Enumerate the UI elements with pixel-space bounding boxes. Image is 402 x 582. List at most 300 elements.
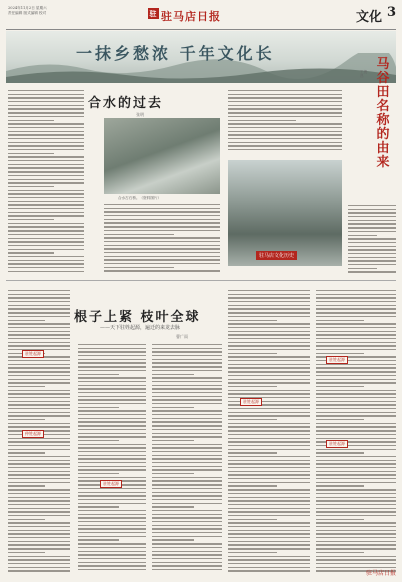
text-line: [316, 312, 396, 313]
text-line: [316, 426, 396, 427]
text-line: [8, 182, 84, 183]
text-line: [78, 355, 146, 356]
text-line: [348, 231, 396, 232]
text-line: [152, 421, 222, 422]
text-line: [152, 385, 222, 386]
text-line: [316, 408, 396, 409]
text-line: [78, 506, 119, 507]
text-line: [316, 331, 396, 332]
article-1-author: 张明: [136, 112, 144, 117]
text-line: [228, 552, 277, 553]
text-line: [8, 301, 70, 302]
text-line: [8, 241, 84, 242]
text-line: [152, 551, 222, 552]
text-line: [228, 537, 310, 538]
text-line: [228, 301, 310, 302]
text-line: [152, 447, 222, 448]
text-line: [228, 452, 277, 453]
text-line: [152, 414, 222, 415]
text-line: [8, 175, 84, 176]
text-line: [316, 401, 396, 402]
text-line: [316, 308, 396, 309]
text-line: [78, 517, 146, 518]
text-line: [152, 355, 222, 356]
text-line: [8, 308, 70, 309]
text-line: [316, 430, 396, 431]
text-line: [152, 440, 194, 441]
text-line: [8, 260, 84, 261]
text-line: [152, 521, 222, 522]
text-line: [8, 390, 70, 391]
text-line: [8, 215, 84, 216]
text-line: [228, 482, 310, 483]
text-line: [316, 423, 396, 424]
text-line: [8, 271, 84, 272]
text-line: [152, 499, 222, 500]
text-line: [78, 499, 146, 500]
text-line: [348, 242, 396, 243]
text-line: [316, 533, 396, 534]
article-1-title: 合水的过去: [88, 96, 164, 111]
text-line: [8, 179, 84, 180]
text-line: [8, 238, 84, 239]
text-line: [228, 123, 342, 124]
text-line: [152, 536, 222, 537]
text-line: [228, 290, 310, 291]
article-3-col-3: [152, 344, 222, 573]
text-line: [228, 375, 310, 376]
text-line: [228, 393, 310, 394]
text-line: [348, 268, 377, 269]
text-line: [8, 226, 84, 227]
text-line: [348, 271, 396, 272]
text-line: [228, 131, 342, 132]
text-line: [78, 421, 146, 422]
text-line: [228, 305, 310, 306]
text-line: [78, 410, 146, 411]
text-line: [152, 403, 222, 404]
text-line: [8, 478, 70, 479]
text-line: [78, 473, 119, 474]
text-line: [8, 167, 84, 168]
text-line: [8, 331, 70, 332]
text-line: [228, 320, 277, 321]
text-line: [228, 449, 310, 450]
text-line: [8, 375, 70, 376]
text-line: [8, 426, 70, 427]
text-line: [316, 419, 364, 420]
text-line: [228, 456, 310, 457]
text-line: [8, 116, 84, 117]
text-line: [316, 323, 396, 324]
text-line: [316, 541, 396, 542]
text-line: [8, 563, 70, 564]
text-line: [78, 469, 146, 470]
text-line: [152, 532, 222, 533]
text-line: [8, 164, 84, 165]
text-line: [8, 156, 84, 157]
text-line: [228, 563, 310, 564]
text-line: [228, 519, 277, 520]
text-line: [228, 559, 310, 560]
text-line: [152, 444, 222, 445]
text-line: [348, 257, 396, 258]
text-line: [228, 567, 310, 568]
text-line: [8, 186, 54, 187]
text-line: [78, 521, 146, 522]
text-line: [152, 547, 222, 548]
text-line: [316, 371, 396, 372]
text-line: [228, 467, 310, 468]
text-line: [8, 515, 70, 516]
text-line: [228, 356, 310, 357]
text-line: [78, 514, 146, 515]
text-line: [8, 208, 84, 209]
text-line: [228, 90, 342, 91]
text-line: [78, 503, 146, 504]
text-line: [78, 532, 146, 533]
text-line: [228, 379, 310, 380]
text-line: [104, 259, 220, 260]
text-line: [316, 415, 396, 416]
feature-banner: [6, 31, 396, 83]
text-line: [8, 463, 70, 464]
page-header: [0, 0, 402, 30]
text-line: [104, 256, 220, 257]
text-line: [8, 504, 70, 505]
text-line: [104, 219, 220, 220]
text-line: [348, 212, 396, 213]
text-line: [152, 396, 222, 397]
text-line: [152, 466, 222, 467]
text-line: [152, 503, 222, 504]
text-line: [228, 533, 310, 534]
text-line: [152, 455, 222, 456]
text-line: [8, 131, 84, 132]
text-line: [316, 379, 396, 380]
text-line: [316, 526, 396, 527]
text-line: [8, 386, 45, 387]
text-line: [228, 94, 342, 95]
text-line: [228, 112, 342, 113]
text-line: [152, 473, 194, 474]
text-line: [8, 460, 70, 461]
text-line: [8, 541, 70, 542]
text-line: [316, 489, 396, 490]
text-line: [228, 430, 310, 431]
text-line: [152, 525, 222, 526]
article-1-col-1: [8, 90, 84, 274]
photo-1-caption: 合水古石桥。（资料图片）: [118, 196, 162, 200]
text-line: [8, 316, 70, 317]
text-line: [8, 397, 70, 398]
text-line: [8, 97, 84, 98]
text-line: [78, 381, 146, 382]
text-line: [152, 517, 222, 518]
text-line: [8, 559, 70, 560]
text-line: [316, 500, 396, 501]
text-line: [228, 438, 310, 439]
text-line: [316, 467, 396, 468]
text-line: [8, 138, 84, 139]
text-line: [316, 482, 396, 483]
text-line: [316, 504, 396, 505]
text-line: [316, 556, 396, 557]
text-line: [316, 393, 396, 394]
text-line: [78, 388, 146, 389]
text-line: [8, 471, 70, 472]
text-line: [8, 404, 70, 405]
text-line: [316, 301, 396, 302]
text-line: [8, 530, 70, 531]
text-line: [104, 215, 220, 216]
text-line: [316, 559, 396, 560]
text-line: [8, 297, 70, 298]
text-line: [316, 320, 364, 321]
text-line: [8, 267, 84, 268]
text-line: [152, 528, 222, 529]
text-line: [8, 230, 84, 231]
text-line: [78, 444, 146, 445]
text-line: [152, 554, 222, 555]
text-line: [228, 127, 342, 128]
text-line: [316, 290, 396, 291]
text-line: [152, 362, 222, 363]
article-3-col-2: [78, 344, 146, 573]
text-line: [8, 419, 45, 420]
text-line: [8, 342, 70, 343]
text-line: [8, 204, 84, 205]
text-line: [228, 105, 342, 106]
text-line: [228, 526, 310, 527]
text-line: [8, 485, 45, 486]
article-2-col: [348, 205, 396, 275]
text-line: [228, 134, 342, 135]
text-line: [228, 423, 310, 424]
text-line: [228, 570, 310, 571]
text-line: [8, 223, 84, 224]
text-line: [8, 249, 84, 250]
text-line: [8, 290, 70, 291]
text-line: [8, 190, 84, 191]
text-line: [8, 252, 54, 253]
text-line: [152, 480, 222, 481]
text-line: [228, 101, 342, 102]
text-line: [152, 436, 222, 437]
text-line: [316, 316, 396, 317]
text-line: [8, 544, 70, 545]
text-line: [78, 547, 146, 548]
text-line: [316, 471, 396, 472]
text-line: [78, 466, 146, 467]
text-line: [78, 565, 146, 566]
text-line: [228, 149, 342, 150]
text-line: [78, 495, 146, 496]
header-meta: [8, 6, 98, 16]
text-line: [104, 211, 220, 212]
text-line: [152, 488, 222, 489]
text-line: [228, 412, 310, 413]
text-line: [316, 438, 396, 439]
text-line: [152, 462, 222, 463]
text-line: [152, 366, 222, 367]
text-line: [228, 367, 310, 368]
text-line: [228, 415, 310, 416]
text-line: [228, 515, 310, 516]
text-line: [228, 478, 310, 479]
text-line: [316, 294, 396, 295]
article-1-col-3: [228, 90, 342, 153]
text-line: [348, 223, 396, 224]
text-line: [228, 342, 310, 343]
text-line: [152, 410, 222, 411]
text-line: [228, 497, 310, 498]
text-line: [152, 506, 194, 507]
text-line: [228, 349, 310, 350]
text-line: [316, 544, 396, 545]
text-line: [228, 508, 310, 509]
text-line: [8, 548, 70, 549]
text-line: [316, 305, 396, 306]
text-line: [8, 263, 84, 264]
newspaper-masthead: [148, 8, 221, 24]
subhead-4: 驻姓起源: [326, 356, 348, 364]
text-line: [316, 463, 396, 464]
text-line: [152, 425, 222, 426]
text-line: [316, 508, 396, 509]
text-line: [228, 316, 310, 317]
text-line: [316, 367, 396, 368]
text-line: [8, 112, 84, 113]
text-line: [104, 222, 220, 223]
text-line: [152, 374, 194, 375]
text-line: [8, 533, 70, 534]
text-line: [348, 235, 377, 236]
text-line: [348, 260, 396, 261]
text-line: [152, 381, 222, 382]
text-line: [316, 327, 396, 328]
text-line: [8, 522, 70, 523]
article-1-col-2: [104, 204, 220, 274]
footer-brand: 驻马店日报: [365, 570, 396, 577]
banner-title: 一抹乡愁浓 千年文化长: [76, 44, 275, 63]
text-line: [8, 153, 54, 154]
text-line: [152, 562, 222, 563]
text-line: [228, 108, 342, 109]
text-line: [228, 463, 310, 464]
text-line: [78, 477, 146, 478]
text-line: [228, 493, 310, 494]
text-line: [78, 562, 146, 563]
text-line: [152, 495, 222, 496]
text-line: [316, 334, 396, 335]
text-line: [316, 515, 396, 516]
text-line: [8, 364, 70, 365]
text-line: [228, 364, 310, 365]
text-line: [78, 440, 119, 441]
text-line: [104, 208, 220, 209]
text-line: [228, 294, 310, 295]
text-line: [8, 245, 84, 246]
text-line: [8, 160, 84, 161]
text-line: [152, 348, 222, 349]
text-line: [228, 297, 310, 298]
text-line: [78, 433, 146, 434]
text-line: [228, 426, 310, 427]
text-line: [152, 399, 222, 400]
text-line: [228, 331, 310, 332]
text-line: [78, 551, 146, 552]
text-line: [152, 351, 222, 352]
text-line: [8, 219, 54, 220]
text-line: [8, 441, 70, 442]
text-line: [152, 370, 222, 371]
text-line: [8, 497, 70, 498]
text-line: [78, 447, 146, 448]
text-line: [8, 323, 70, 324]
text-line: [104, 270, 220, 271]
text-line: [8, 234, 84, 235]
text-line: [78, 362, 146, 363]
text-line: [316, 382, 396, 383]
text-line: [8, 360, 70, 361]
text-line: [8, 393, 70, 394]
text-line: [152, 469, 222, 470]
text-line: [8, 408, 70, 409]
text-line: [228, 308, 310, 309]
text-line: [316, 548, 396, 549]
page-number: 3: [386, 5, 396, 20]
text-line: [316, 552, 364, 553]
text-line: [8, 201, 84, 202]
text-line: [78, 488, 146, 489]
text-line: [228, 504, 310, 505]
text-line: [78, 348, 146, 349]
subhead-2: 仲姓起源: [22, 430, 44, 438]
text-line: [78, 418, 146, 419]
text-line: [8, 145, 84, 146]
text-line: [316, 460, 396, 461]
text-line: [8, 212, 84, 213]
text-line: [228, 145, 342, 146]
text-line: [228, 556, 310, 557]
article-3-col-5: [316, 290, 396, 574]
text-line: [316, 375, 396, 376]
text-line: [8, 149, 84, 150]
text-line: [316, 456, 396, 457]
text-line: [104, 230, 220, 231]
text-line: [228, 474, 310, 475]
text-line: [78, 429, 146, 430]
text-line: [152, 543, 222, 544]
text-line: [152, 492, 222, 493]
text-line: [78, 344, 146, 345]
text-line: [152, 344, 222, 345]
text-line: [348, 220, 396, 221]
text-line: [78, 366, 146, 367]
text-line: [316, 386, 364, 387]
text-line: [316, 449, 396, 450]
text-line: [78, 510, 146, 511]
text-line: [104, 245, 220, 246]
text-line: [8, 452, 45, 453]
text-line: [78, 359, 146, 360]
text-line: [8, 500, 70, 501]
text-line: [316, 537, 396, 538]
text-line: [78, 528, 146, 529]
text-line: [8, 256, 84, 257]
history-photo: [228, 160, 342, 266]
